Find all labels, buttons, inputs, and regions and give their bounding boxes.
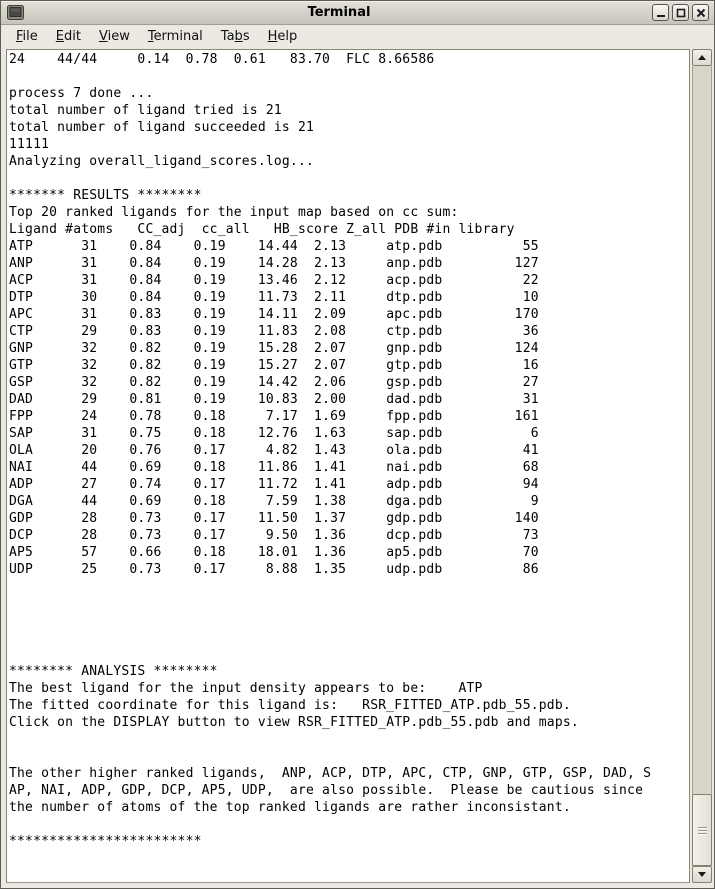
menu-item-terminal[interactable]: Terminal (147, 29, 203, 44)
menu-item-file[interactable]: File (16, 29, 38, 44)
terminal-line: NAI 44 0.69 0.18 11.86 1.41 nai.pdb 68 (9, 460, 539, 475)
terminal-line: OLA 20 0.76 0.17 4.82 1.43 ola.pdb 41 (9, 443, 539, 458)
terminal-line: The best ligand for the input density appears to be: ATP (9, 681, 483, 696)
terminal-line: DGA 44 0.69 0.18 7.59 1.38 dga.pdb 9 (9, 494, 539, 509)
up-arrow-icon (698, 55, 706, 60)
menu-item-view[interactable]: View (98, 29, 130, 44)
terminal-line: 24 44/44 0.14 0.78 0.61 83.70 FLC 8.66586 (9, 52, 435, 67)
close-button[interactable] (692, 4, 709, 21)
terminal-line: DCP 28 0.73 0.17 9.50 1.36 dcp.pdb 73 (9, 528, 539, 543)
terminal-line: GTP 32 0.82 0.19 15.27 2.07 gtp.pdb 16 (9, 358, 539, 373)
terminal-line: The fitted coordinate for this ligand is: RSR_FITTED_ATP.pdb_55.pdb. (9, 698, 571, 713)
terminal-line: AP5 57 0.66 0.18 18.01 1.36 ap5.pdb 70 (9, 545, 539, 560)
terminal-line (9, 732, 689, 749)
terminal-line (9, 171, 689, 188)
terminal-line: ADP 27 0.74 0.17 11.72 1.41 adp.pdb 94 (9, 477, 539, 492)
terminal-line: ******* RESULTS ******** (9, 188, 202, 203)
terminal-line: total number of ligand succeeded is 21 (9, 120, 315, 135)
terminal-line: UDP 25 0.73 0.17 8.88 1.35 udp.pdb 86 (9, 562, 539, 577)
terminal-line: 11111 (9, 137, 50, 152)
terminal-line: ACP 31 0.84 0.19 13.46 2.12 acp.pdb 22 (9, 273, 539, 288)
terminal-line: Analyzing overall_ligand_scores.log... (9, 154, 315, 169)
terminal-line: Ligand #atoms CC_adj cc_all HB_score Z_all PDB #in library (9, 222, 515, 237)
menu-item-tabs[interactable]: Tabs (220, 29, 250, 44)
terminal-line: SAP 31 0.75 0.18 12.76 1.63 sap.pdb 6 (9, 426, 539, 441)
scroll-up-button[interactable] (692, 49, 712, 66)
terminal-line: Top 20 ranked ligands for the input map based on cc sum: (9, 205, 459, 220)
terminal-line: GNP 32 0.82 0.19 15.28 2.07 gnp.pdb 124 (9, 341, 539, 356)
scrollbar-track[interactable] (692, 66, 712, 866)
terminal-line (9, 817, 689, 834)
terminal-line: process 7 done ... (9, 86, 154, 101)
maximize-button[interactable] (672, 4, 689, 21)
terminal-line: DTP 30 0.84 0.19 11.73 2.11 dtp.pdb 10 (9, 290, 539, 305)
terminal-line: ATP 31 0.84 0.19 14.44 2.13 atp.pdb 55 (9, 239, 539, 254)
titlebar[interactable] (1, 1, 714, 25)
down-arrow-icon (698, 872, 706, 877)
minimize-icon (656, 8, 666, 18)
terminal-line: ************************ (9, 834, 202, 849)
scrollbar-thumb[interactable] (692, 794, 712, 866)
terminal-line (9, 596, 689, 613)
terminal-line: The other higher ranked ligands, ANP, ACP, DTP, APC, CTP, GNP, GTP, GSP, DAD, S (9, 766, 652, 781)
terminal-output[interactable] (6, 49, 690, 883)
window-title: Terminal (307, 5, 371, 20)
terminal-line: ******** ANALYSIS ******** (9, 664, 218, 679)
terminal-line (9, 630, 689, 647)
terminal-line (9, 749, 689, 766)
terminal-line (9, 613, 689, 630)
terminal-line (9, 647, 689, 664)
menu-item-help[interactable]: Help (267, 29, 298, 44)
terminal-line: FPP 24 0.78 0.18 7.17 1.69 fpp.pdb 161 (9, 409, 539, 424)
terminal-line: GSP 32 0.82 0.19 14.42 2.06 gsp.pdb 27 (9, 375, 539, 390)
terminal-line (9, 579, 689, 596)
terminal-line: CTP 29 0.83 0.19 11.83 2.08 ctp.pdb 36 (9, 324, 539, 339)
terminal-line: APC 31 0.83 0.19 14.11 2.09 apc.pdb 170 (9, 307, 539, 322)
terminal-line: the number of atoms of the top ranked ligands are rather inconsistant. (9, 800, 571, 815)
terminal-line: total number of ligand tried is 21 (9, 103, 282, 118)
terminal-line (9, 69, 689, 86)
terminal-icon (7, 5, 24, 20)
terminal-line: AP, NAI, ADP, GDP, DCP, AP5, UDP, are also possible. Please be cautious since (9, 783, 644, 798)
terminal-line: Click on the DISPLAY button to view RSR_FITTED_ATP.pdb_55.pdb and maps. (9, 715, 579, 730)
terminal-body (6, 49, 712, 883)
menu-item-edit[interactable]: Edit (55, 29, 81, 44)
scrollbar (692, 49, 712, 883)
terminal-line: GDP 28 0.73 0.17 11.50 1.37 gdp.pdb 140 (9, 511, 539, 526)
close-icon (696, 8, 706, 18)
thumb-grip-icon (698, 825, 707, 836)
terminal-line: DAD 29 0.81 0.19 10.83 2.00 dad.pdb 31 (9, 392, 539, 407)
menubar (1, 25, 714, 48)
scroll-down-button[interactable] (692, 866, 712, 883)
terminal-line: ANP 31 0.84 0.19 14.28 2.13 anp.pdb 127 (9, 256, 539, 271)
window-controls (652, 4, 709, 21)
minimize-button[interactable] (652, 4, 669, 21)
maximize-icon (676, 8, 686, 18)
